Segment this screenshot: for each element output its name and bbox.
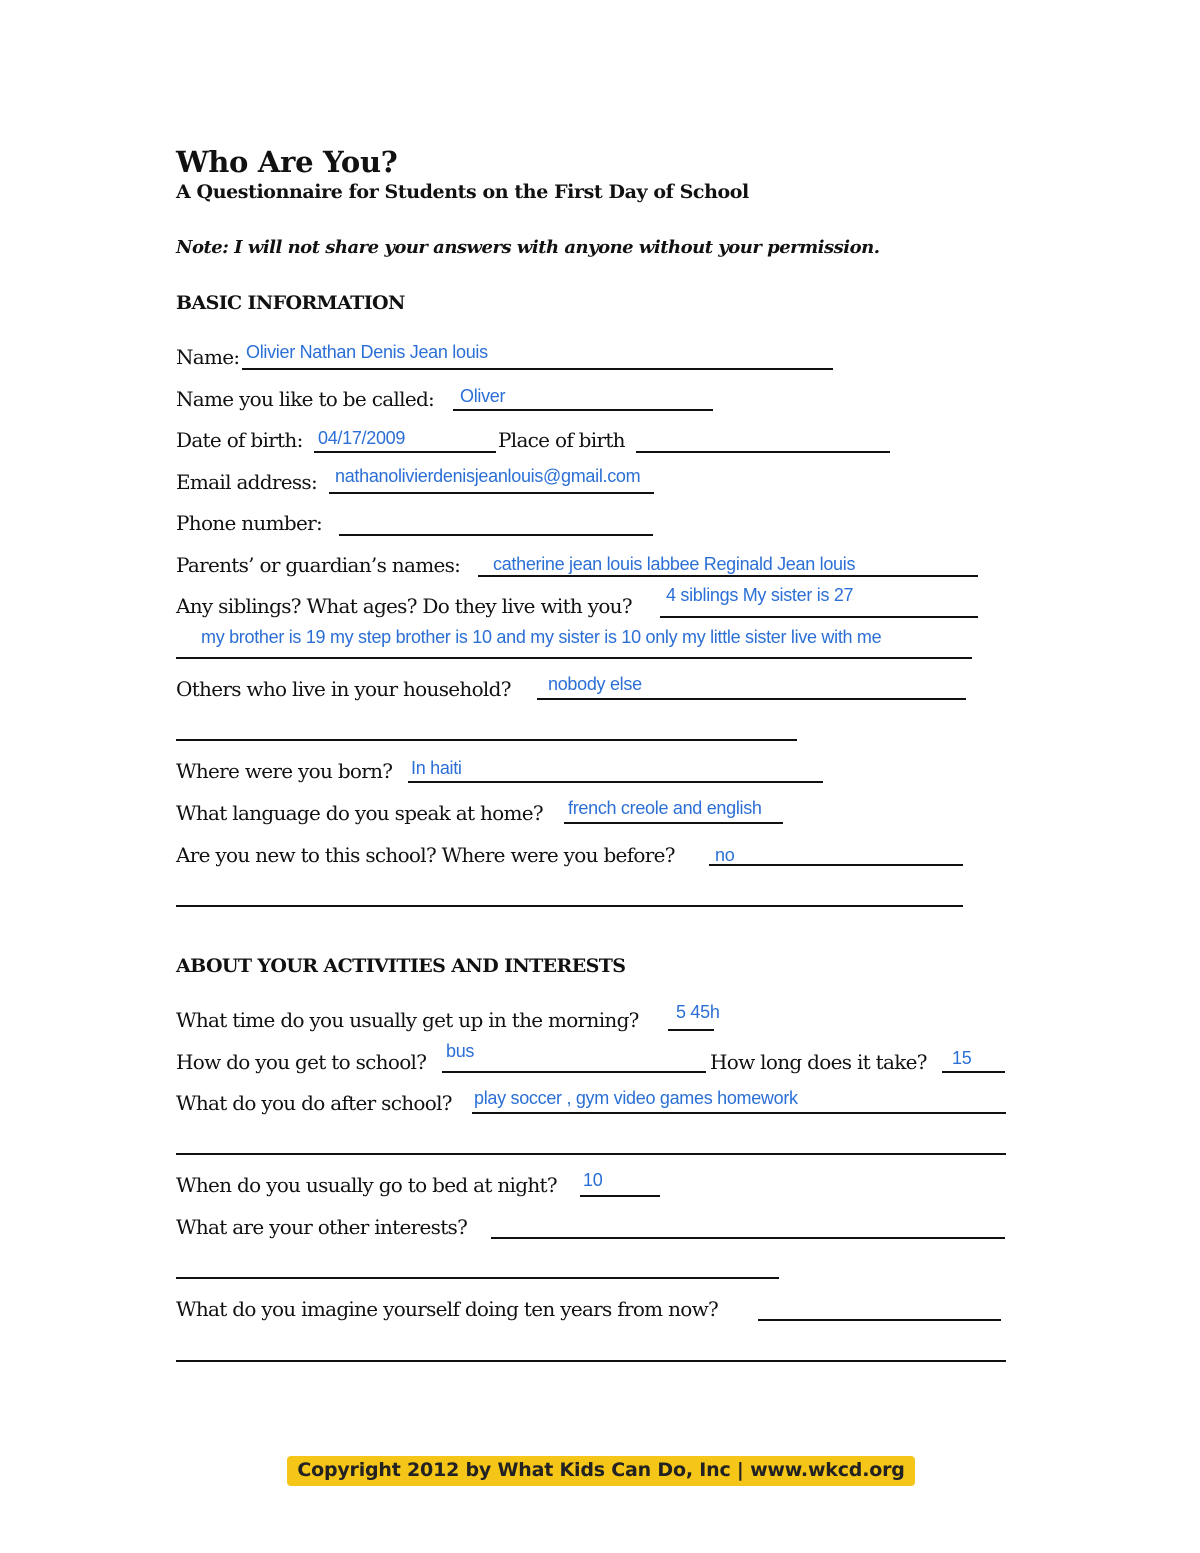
transport-line bbox=[442, 1071, 706, 1073]
after-school-field[interactable]: play soccer , gym video games homework bbox=[474, 1088, 798, 1108]
after-school-label: What do you do after school? bbox=[176, 1091, 452, 1115]
siblings-line-1 bbox=[660, 616, 978, 618]
copyright-footer bbox=[287, 1456, 915, 1486]
interests-line-2 bbox=[176, 1277, 779, 1279]
duration-field[interactable]: 15 bbox=[952, 1048, 972, 1068]
after-school-line bbox=[472, 1112, 1006, 1114]
after-school-line-2 bbox=[176, 1153, 1006, 1155]
siblings-label: Any siblings? What ages? Do they live with you? bbox=[176, 594, 632, 618]
phone-label: Phone number: bbox=[176, 511, 323, 535]
copyright-text: Copyright 2012 by What Kids Can Do, Inc | www.wkcd.org bbox=[297, 1459, 905, 1481]
parents-field[interactable]: catherine jean louis labbee Reginald Jean louis bbox=[493, 554, 856, 574]
pob-line bbox=[636, 451, 890, 453]
phone-line bbox=[339, 534, 653, 536]
interests-label: What are your other interests? bbox=[176, 1215, 468, 1239]
wake-field[interactable]: 5 45h bbox=[676, 1002, 720, 1022]
parents-label: Parents’ or guardian’s names: bbox=[176, 553, 461, 577]
language-line bbox=[564, 822, 783, 824]
bed-line bbox=[580, 1195, 660, 1197]
pob-label: Place of birth bbox=[498, 428, 625, 452]
section-heading-activities: ABOUT YOUR ACTIVITIES AND INTERESTS bbox=[176, 955, 626, 977]
future-label: What do you imagine yourself doing ten years from now? bbox=[176, 1297, 719, 1321]
new-school-line bbox=[709, 864, 963, 866]
dob-field[interactable]: 04/17/2009 bbox=[318, 428, 406, 448]
name-line bbox=[242, 368, 833, 370]
new-school-line-2 bbox=[176, 905, 963, 907]
dob-line bbox=[314, 451, 496, 453]
email-line bbox=[329, 492, 654, 494]
siblings-field-1[interactable]: 4 siblings My sister is 27 bbox=[666, 585, 854, 605]
called-label: Name you like to be called: bbox=[176, 387, 435, 411]
email-field[interactable]: nathanolivierdenisjeanlouis@gmail.com bbox=[335, 466, 641, 486]
wake-line bbox=[668, 1029, 714, 1031]
page-subtitle: A Questionnaire for Students on the First Day of School bbox=[176, 181, 749, 203]
born-field[interactable]: In haiti bbox=[411, 758, 462, 778]
duration-label: How long does it take? bbox=[710, 1050, 927, 1074]
born-label: Where were you born? bbox=[176, 759, 393, 783]
language-field[interactable]: french creole and english bbox=[568, 798, 762, 818]
parents-line bbox=[478, 575, 978, 577]
bed-field[interactable]: 10 bbox=[583, 1170, 603, 1190]
household-field[interactable]: nobody else bbox=[548, 674, 642, 694]
page-title: Who Are You? bbox=[176, 145, 398, 179]
new-school-label: Are you new to this school? Where were you before? bbox=[176, 843, 675, 867]
transport-label: How do you get to school? bbox=[176, 1050, 427, 1074]
siblings-line-2 bbox=[176, 657, 972, 659]
bed-label: When do you usually go to bed at night? bbox=[176, 1173, 557, 1197]
future-line-2 bbox=[176, 1360, 1006, 1362]
transport-field[interactable]: bus bbox=[446, 1041, 475, 1061]
dob-label: Date of birth: bbox=[176, 428, 303, 452]
name-field[interactable]: Olivier Nathan Denis Jean louis bbox=[246, 342, 488, 362]
household-label: Others who live in your household? bbox=[176, 677, 511, 701]
email-label: Email address: bbox=[176, 470, 318, 494]
language-label: What language do you speak at home? bbox=[176, 801, 543, 825]
siblings-field-2[interactable]: my brother is 19 my step brother is 10 and my sister is 10 only my little sister live with me bbox=[201, 627, 882, 647]
name-label: Name: bbox=[176, 345, 240, 369]
duration-line bbox=[942, 1071, 1005, 1073]
household-line-2 bbox=[176, 739, 797, 741]
called-line bbox=[453, 409, 713, 411]
called-field[interactable]: Oliver bbox=[460, 386, 506, 406]
wake-label: What time do you usually get up in the morning? bbox=[176, 1008, 639, 1032]
privacy-note: Note: I will not share your answers with anyone without your permission. bbox=[176, 237, 880, 258]
born-line bbox=[408, 781, 823, 783]
future-line bbox=[758, 1319, 1001, 1321]
interests-line bbox=[491, 1237, 1005, 1239]
section-heading-basic: BASIC INFORMATION bbox=[176, 292, 405, 314]
new-school-field[interactable]: no bbox=[715, 845, 735, 865]
household-line bbox=[537, 698, 966, 700]
